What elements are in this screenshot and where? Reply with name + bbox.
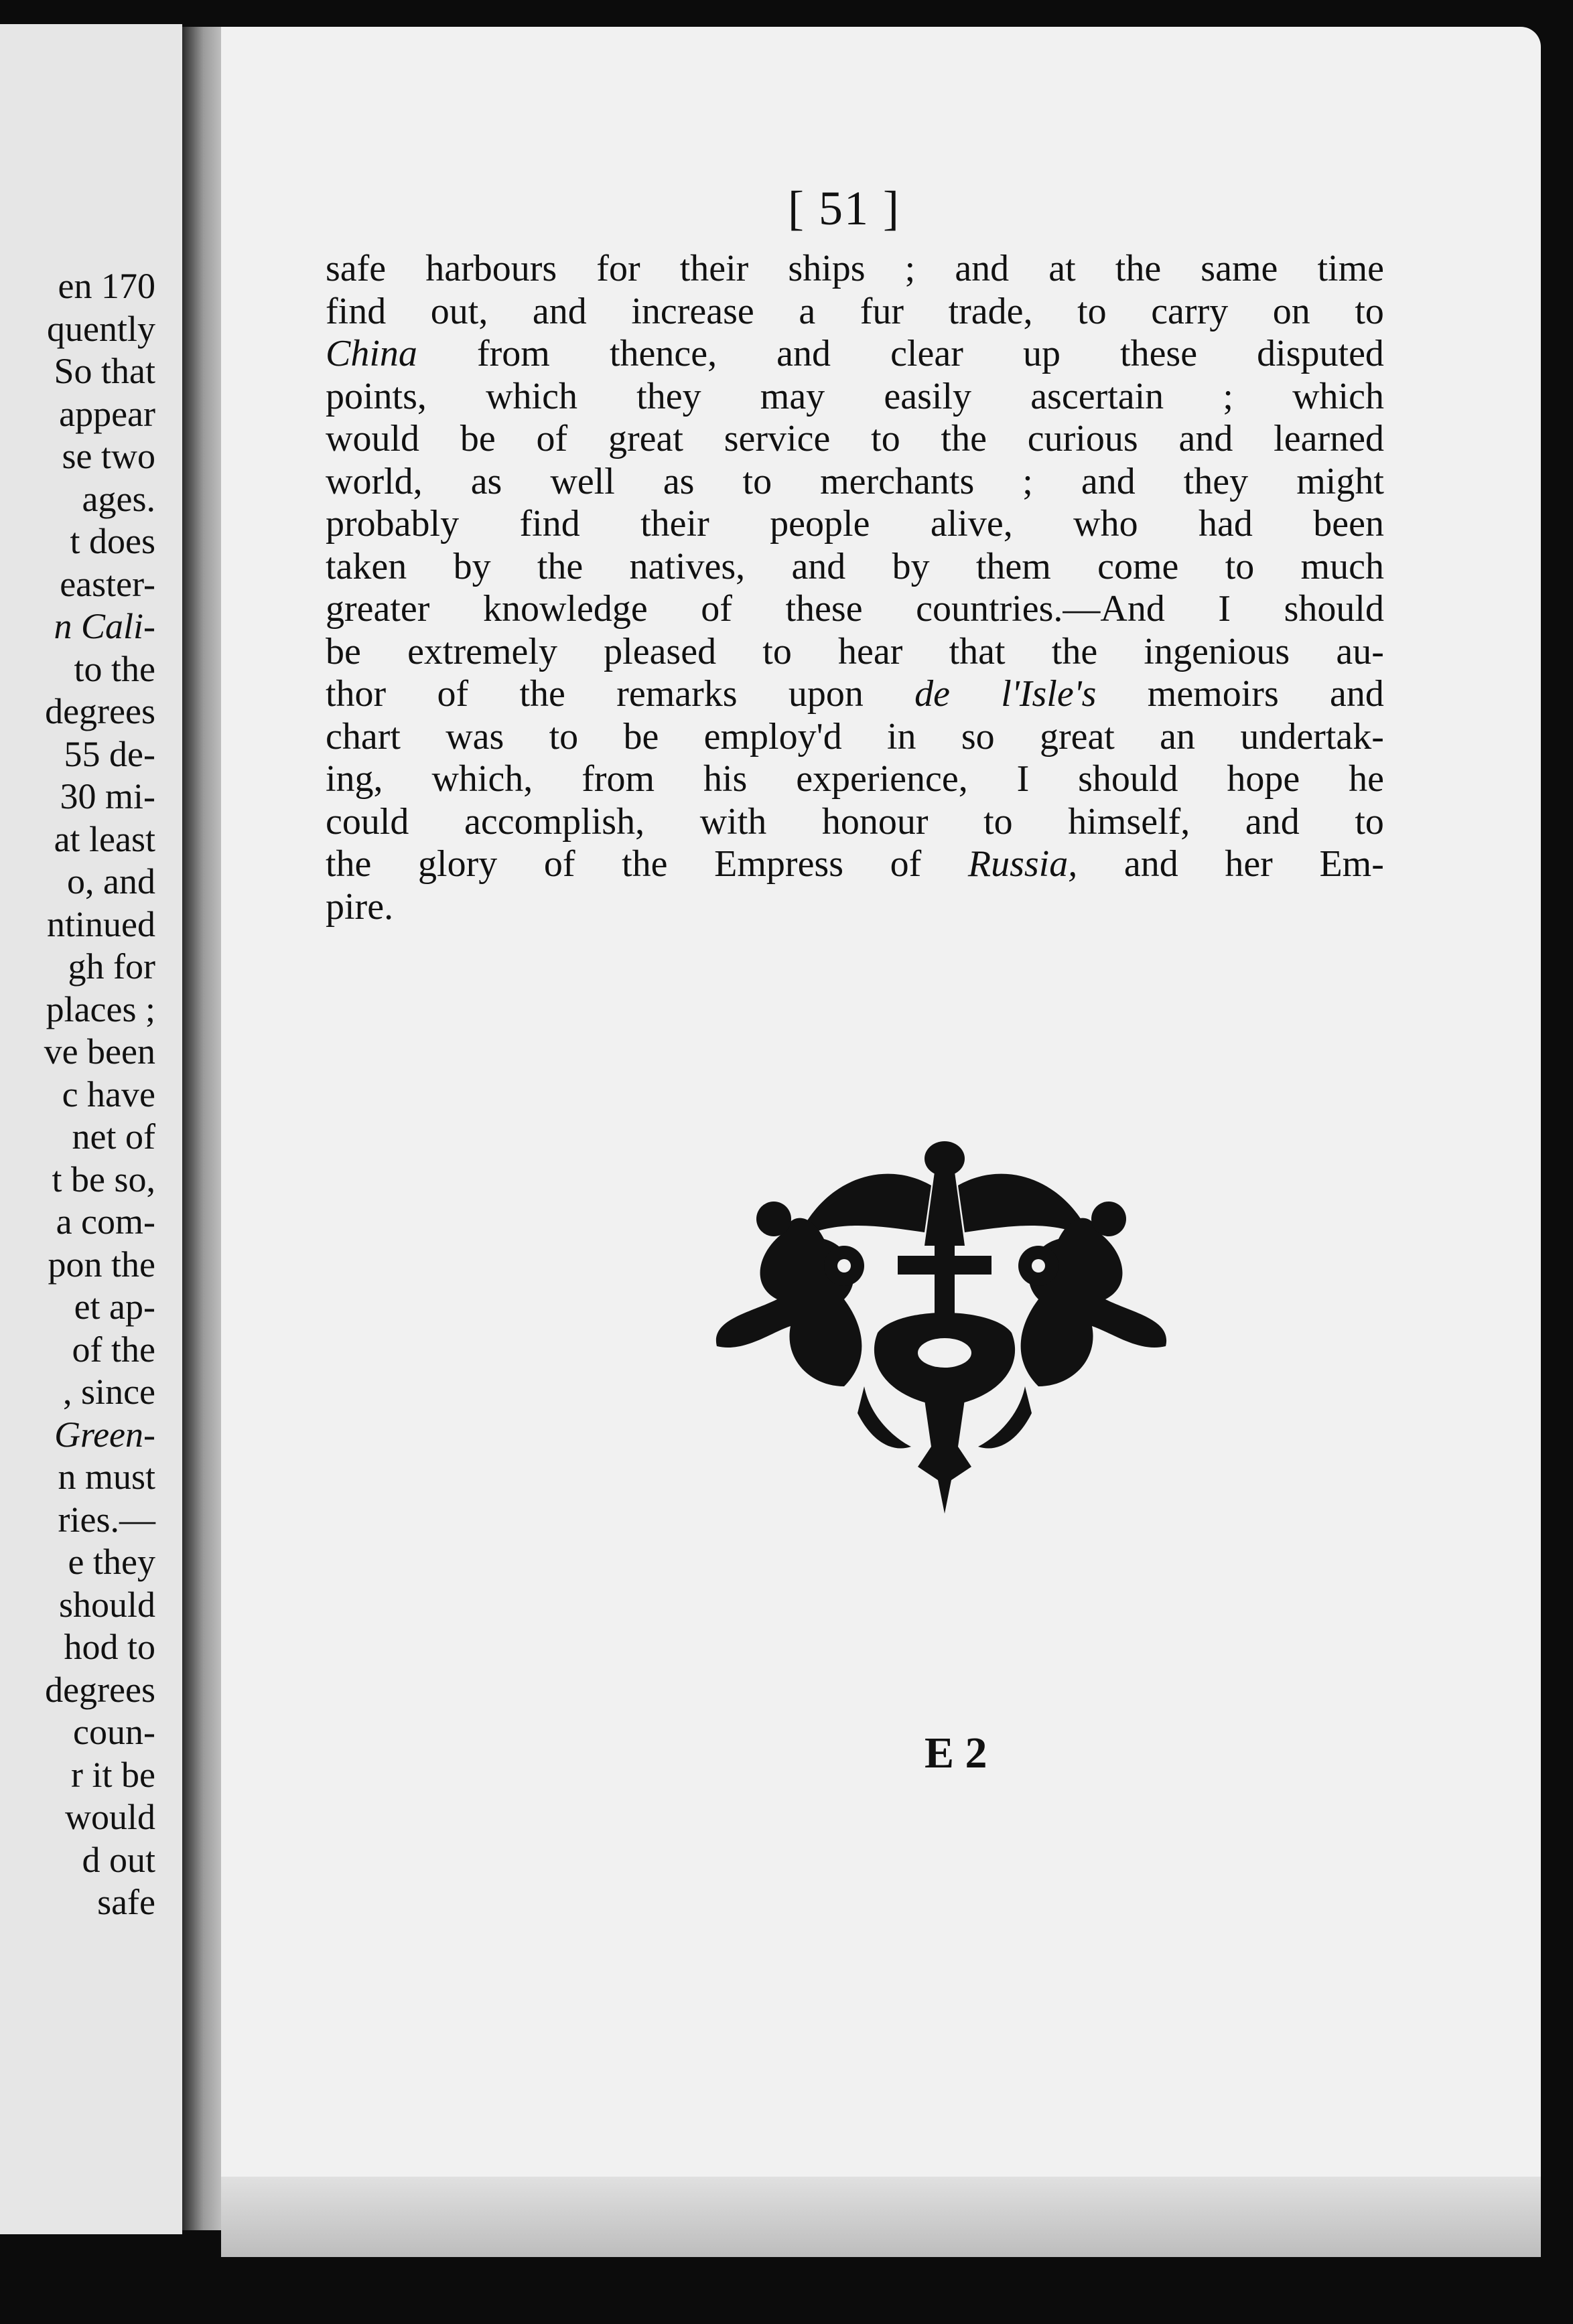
previous-page-line: would (65, 1797, 155, 1837)
body-line: chart was to be employ'd in so great an undertak- (326, 715, 1384, 757)
previous-page-line: 30 mi- (60, 776, 155, 816)
body-line: be extremely pleased to hear that the ingenious au- (326, 630, 1384, 672)
previous-page-line: ries.— (58, 1499, 155, 1540)
body-line: would be of great service to the curious and learned (326, 418, 1384, 459)
previous-page-line: e they (68, 1542, 155, 1582)
previous-page-line: en 170 (58, 266, 155, 306)
previous-page-line: degrees (45, 1669, 155, 1710)
body-line: the glory of the Empress of Russia, and her Em- (326, 843, 1384, 885)
previous-page-line: a com- (56, 1202, 155, 1242)
body-line: find out, and increase a fur trade, to carry on to (326, 290, 1384, 332)
previous-page-line: t be so, (52, 1159, 155, 1200)
previous-page-line: c have (62, 1074, 155, 1114)
body-line: points, which they may easily ascertain ; which (326, 375, 1384, 417)
previous-page-line: pon the (48, 1244, 155, 1285)
previous-page-line: n must (58, 1457, 155, 1497)
body-line: pire. (326, 885, 394, 928)
previous-page-line: ages. (82, 478, 155, 519)
page-bottom-edge (221, 2177, 1541, 2257)
previous-page-line: d out (82, 1839, 155, 1880)
previous-page-line: to the (74, 648, 155, 689)
body-text (326, 248, 1384, 928)
body-line: China from thence, and clear up these disputed (326, 333, 1384, 374)
previous-page-line: should (58, 1584, 155, 1625)
previous-page-line: se two (62, 436, 155, 476)
previous-page-line: coun- (73, 1712, 155, 1752)
previous-page-line: safe (97, 1882, 155, 1922)
previous-page-line: of the (72, 1329, 155, 1370)
previous-page-line: n Cali- (54, 606, 155, 646)
signature-mark: E 2 (925, 1729, 987, 1777)
previous-page-line: easter- (60, 563, 155, 604)
eagle-ornament-icon (710, 1132, 1172, 1534)
previous-page-line: , since (63, 1372, 155, 1412)
body-line: could accomplish, with honour to himself, and to (326, 800, 1384, 843)
page-number: [ 51 ] (788, 181, 900, 235)
previous-page-text (0, 265, 155, 1924)
previous-page-line: net of (72, 1116, 155, 1157)
previous-page-line: places ; (46, 989, 155, 1029)
body-line: taken by the natives, and by them come to much (326, 545, 1384, 587)
previous-page (0, 24, 182, 2234)
previous-page-line: at least (54, 818, 155, 859)
previous-page-line: Green- (54, 1414, 155, 1455)
body-line: thor of the remarks upon de l'Isle's memoirs and (326, 673, 1384, 715)
previous-page-line: o, and (67, 861, 155, 901)
previous-page-line: 55 de- (64, 733, 155, 774)
previous-page-line: gh for (68, 946, 155, 987)
previous-page-line: et ap- (74, 1287, 155, 1327)
body-line: ing, which, from his experience, I should hope he (326, 758, 1384, 800)
previous-page-line: t does (70, 521, 155, 561)
previous-page-line: ve been (44, 1031, 155, 1072)
previous-page-line: hod to (64, 1627, 155, 1667)
previous-page-line: appear (59, 393, 155, 434)
current-page (221, 27, 1541, 2237)
body-line: greater knowledge of these countries.—And I should (326, 588, 1384, 630)
body-line: world, as well as to merchants ; and they might (326, 460, 1384, 502)
body-line: safe harbours for their ships ; and at the same time (326, 248, 1384, 289)
previous-page-line: r it be (71, 1754, 155, 1795)
previous-page-line: ntinued (47, 903, 155, 944)
previous-page-line: degrees (45, 691, 155, 731)
previous-page-line: So that (54, 351, 155, 391)
body-line: probably find their people alive, who had been (326, 503, 1384, 544)
previous-page-line: quently (47, 308, 155, 349)
